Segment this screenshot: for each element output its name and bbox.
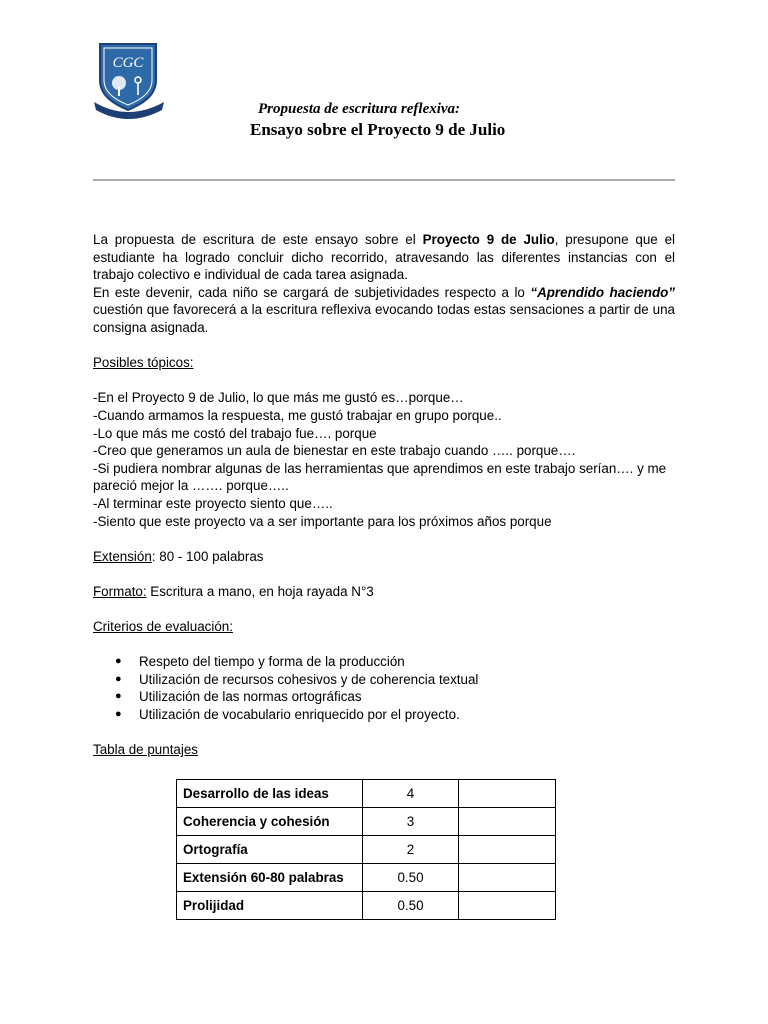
criteria-item: ● Utilización de vocabulario enriquecido por el proyecto. bbox=[139, 706, 675, 724]
school-crest-logo bbox=[92, 40, 166, 120]
topic-item: -Cuando armamos la respuesta, me gustó trabajar en grupo porque.. bbox=[93, 407, 502, 423]
topic-item: -Lo que más me costó del trabajo fue…. porque bbox=[93, 425, 377, 441]
logo-monogram: CGC bbox=[112, 55, 144, 71]
score-points: 0.50 bbox=[363, 864, 459, 892]
topic-item: -En el Proyecto 9 de Julio, lo que más me gustó es…porque… bbox=[93, 390, 464, 406]
criteria-list bbox=[93, 653, 675, 723]
extension-line: Extensión: 80 - 100 palabras bbox=[93, 548, 264, 564]
score-criterion: Extensión 60-80 palabras bbox=[177, 864, 363, 892]
criteria-item: ● Utilización de recursos cohesivos y de coherencia textual bbox=[139, 671, 675, 689]
table-row bbox=[177, 864, 556, 892]
criteria-item: ● Utilización de las normas ortográficas bbox=[139, 688, 675, 706]
topic-item: -Si pudiera nombrar algunas de las herramientas que aprendimos en este trabajo serían…. y me pareció mejor la ……. porque….. bbox=[93, 460, 667, 494]
document-subtitle: Propuesta de escritura reflexiva: bbox=[258, 101, 461, 117]
score-criterion: Desarrollo de las ideas bbox=[177, 780, 363, 808]
intro-paragraph-2: En este devenir, cada niño se cargará de subjetividades respecto a lo “Aprendido haciendo” cuestión que favorecerá a la escritura reflexiva evocando todas estas sensaciones a partir de una consigna asignada. bbox=[93, 284, 676, 335]
score-points: 3 bbox=[363, 808, 459, 836]
score-blank-cell bbox=[459, 780, 556, 808]
topics-heading: Posibles tópicos: bbox=[93, 355, 194, 371]
score-blank-cell bbox=[459, 808, 556, 836]
format-line: Formato: Escritura a mano, en hoja rayada N°3 bbox=[93, 583, 374, 599]
table-row bbox=[177, 780, 556, 808]
header-divider bbox=[93, 179, 675, 181]
table-row bbox=[177, 892, 556, 920]
table-row bbox=[177, 808, 556, 836]
score-blank-cell bbox=[459, 864, 556, 892]
topic-item: -Siento que este proyecto va a ser importante para los próximos años porque bbox=[93, 513, 552, 529]
table-row bbox=[177, 836, 556, 864]
score-blank-cell bbox=[459, 892, 556, 920]
topic-item: -Al terminar este proyecto siento que….. bbox=[93, 495, 333, 511]
document-body bbox=[93, 231, 675, 759]
score-criterion: Ortografía bbox=[177, 836, 363, 864]
score-table bbox=[176, 779, 556, 920]
score-criterion: Coherencia y cohesión bbox=[177, 808, 363, 836]
topic-item: -Creo que generamos un aula de bienestar en este trabajo cuando ….. porque…. bbox=[93, 443, 576, 459]
document-title: Ensayo sobre el Proyecto 9 de Julio bbox=[250, 120, 506, 139]
score-points: 4 bbox=[363, 780, 459, 808]
criteria-heading: Criterios de evaluación: bbox=[93, 619, 233, 635]
score-criterion: Prolijidad bbox=[177, 892, 363, 920]
score-blank-cell bbox=[459, 836, 556, 864]
score-table-heading: Tabla de puntajes bbox=[93, 742, 198, 758]
criteria-item: ● Respeto del tiempo y forma de la producción bbox=[139, 653, 675, 671]
score-points: 2 bbox=[363, 836, 459, 864]
score-points: 0.50 bbox=[363, 892, 459, 920]
intro-paragraph-1: La propuesta de escritura de este ensayo sobre el Proyecto 9 de Julio, presupone que el estudiante ha logrado concluir dicho recorrido, atravesando las diferentes instancias con el trabajo colectivo e individual de cada tarea asignada. bbox=[93, 232, 676, 283]
